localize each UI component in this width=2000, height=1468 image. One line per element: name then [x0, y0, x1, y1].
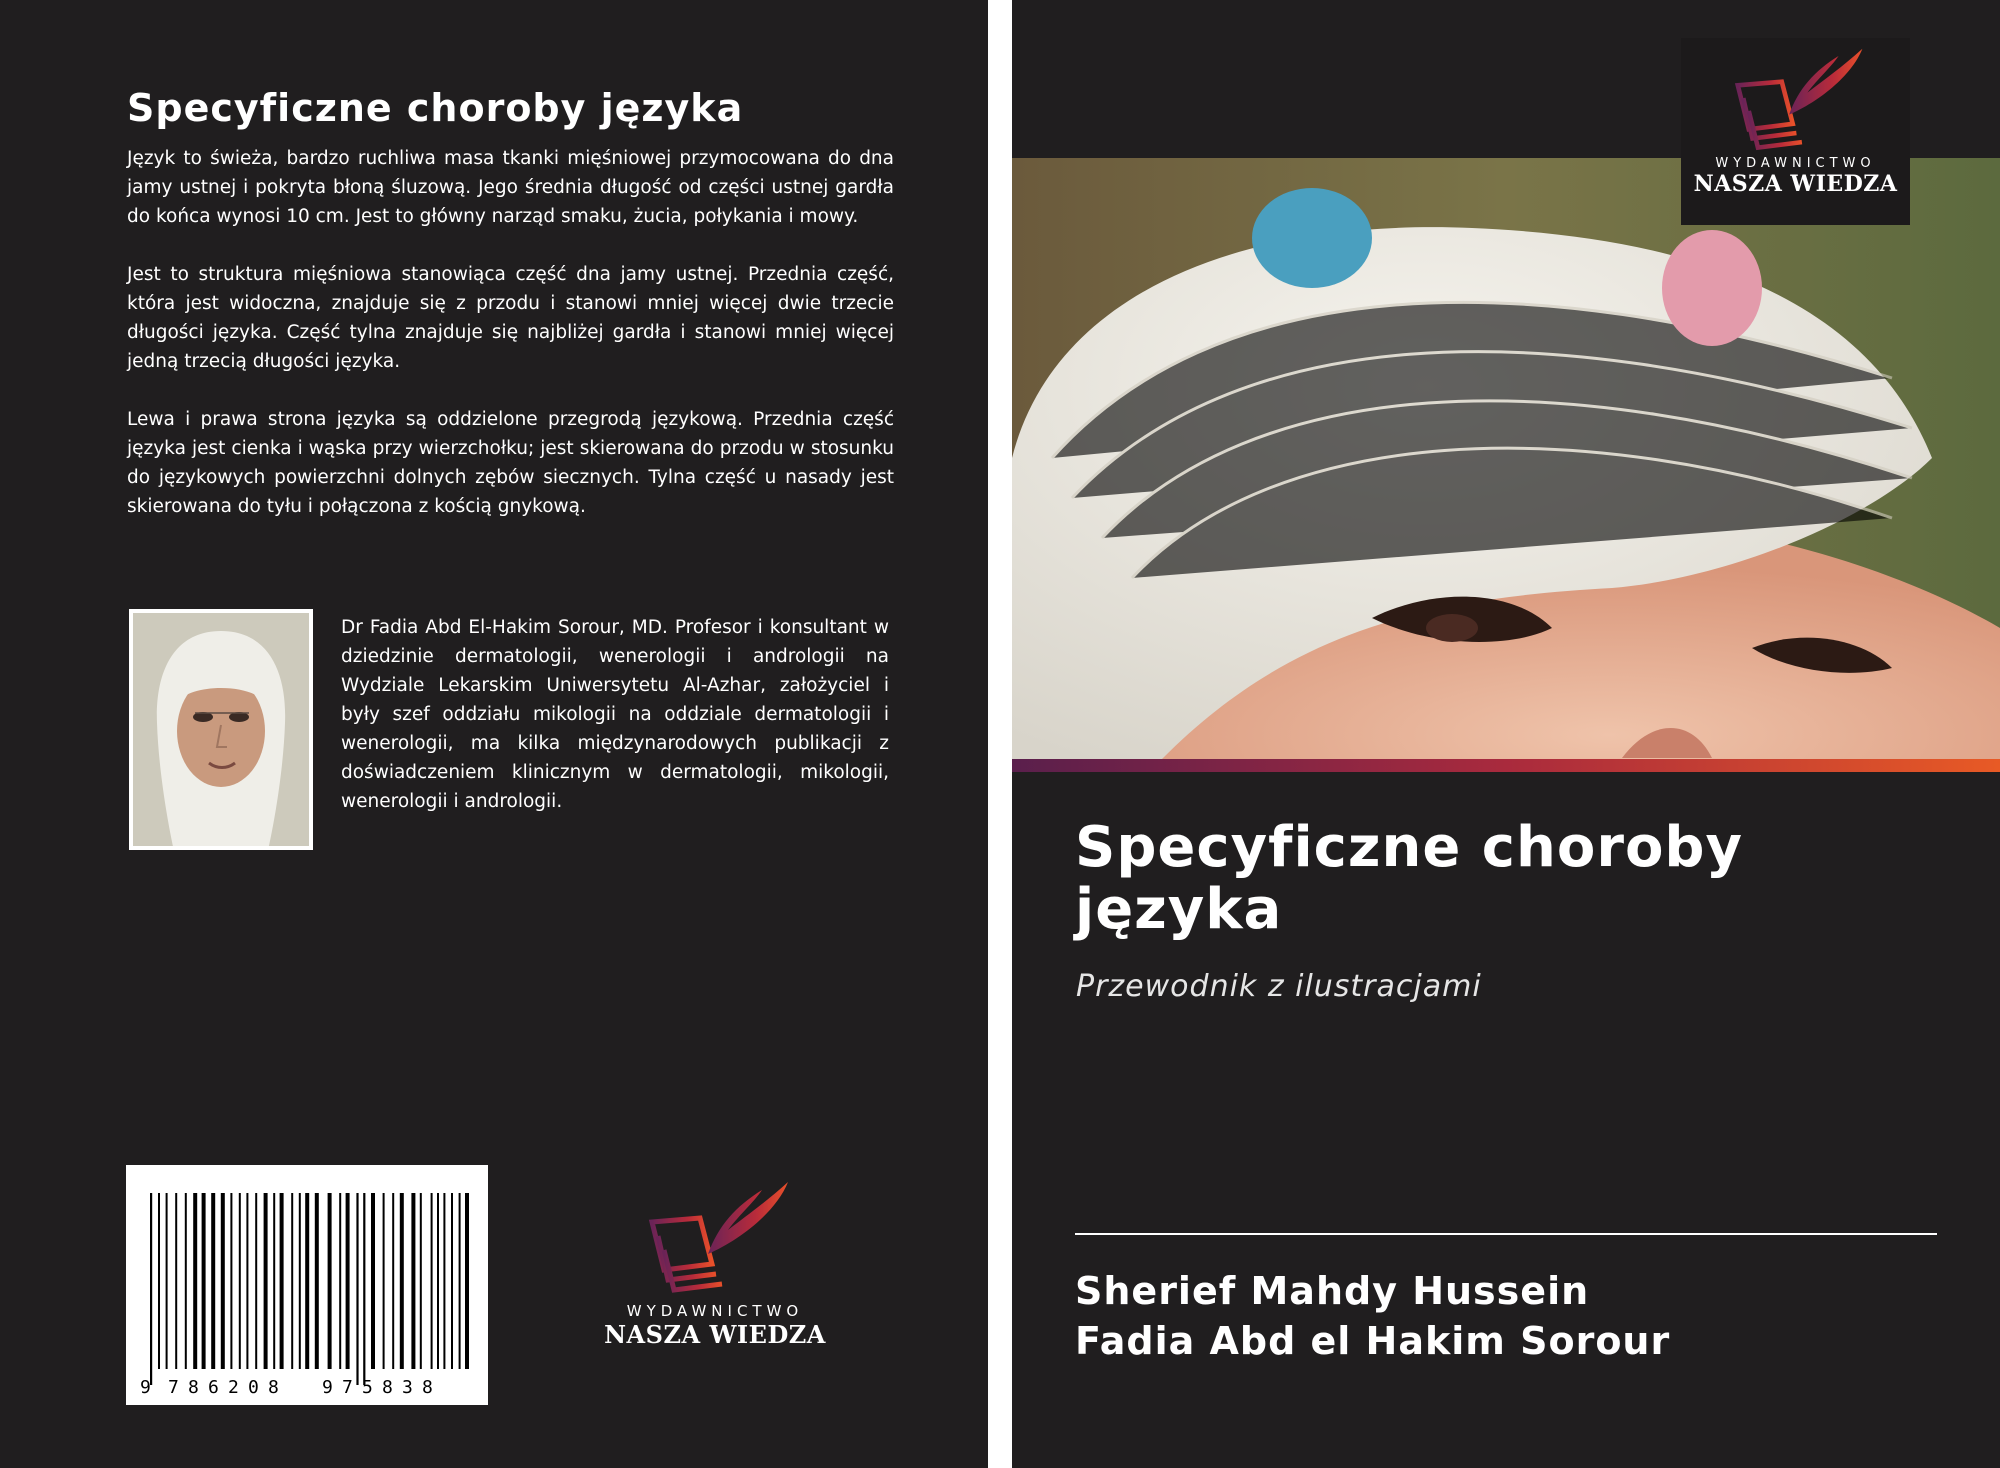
barcode-digit: 8: [382, 1377, 393, 1398]
book-feather-icon: [590, 1178, 840, 1298]
barcode-digit: 9: [140, 1377, 151, 1398]
divider: [1075, 1233, 1937, 1235]
publisher-logo: [590, 1178, 840, 1368]
publisher-line2: NASZA WIEDZA: [604, 1320, 826, 1349]
author-name-1: Sherief Mahdy Hussein: [1075, 1269, 1590, 1313]
barcode-bar: [230, 1193, 232, 1369]
barcode-bar: [193, 1193, 197, 1369]
author-bio: Dr Fadia Abd El-Hakim Sorour, MD. Profesor i konsultant w dziedzinie dermatologii, wenerologii i andrologii na Wydziale Lekarskim Uniwersytetu Al-Azhar, założyciel i były szef oddziału mikologii na oddziale dermatologii i wenerologii, ma kilka międzynarodowych publikacji z doświadczeniem klinicznym w dermatologii, mikologii, wenerologii i andrologii.: [341, 617, 889, 812]
barcode-digit: 8: [268, 1377, 279, 1398]
barcode-bar: [239, 1193, 241, 1369]
back-cover: [0, 0, 988, 1468]
cover-photo: [1012, 158, 2000, 759]
barcode-bar: [465, 1193, 469, 1369]
book-feather-icon: [1681, 44, 1910, 156]
barcode-bar: [400, 1193, 404, 1369]
barcode-bar: [315, 1193, 319, 1369]
barcode-bar: [280, 1193, 284, 1369]
description-paragraph-1: Język to świeża, bardzo ruchliwa masa tkanki mięśniowej przymocowana do dna jamy ustnej i pokryta błoną śluzową. Jego średnia długość od części ustnej gardła do końca wynosi 10 cm. Jest to główny narząd smaku, żucia, połykania i mowy.: [127, 148, 894, 227]
barcode-bar: [291, 1193, 293, 1369]
barcode-digit: 0: [248, 1377, 259, 1398]
barcode-bar: [363, 1193, 365, 1385]
back-description: [127, 144, 894, 550]
front-cover: [1012, 0, 2000, 1468]
barcode-digit: 2: [228, 1377, 239, 1398]
front-title: Specyficzne choroby języka: [1075, 815, 1744, 942]
barcode-bar: [443, 1193, 445, 1369]
barcode-digit: 8: [422, 1377, 433, 1398]
barcode-bar: [211, 1193, 215, 1369]
barcode-digit: 6: [208, 1377, 219, 1398]
barcode-bar: [166, 1193, 168, 1369]
barcode-digit: 9: [322, 1377, 333, 1398]
barcode-bar: [255, 1193, 257, 1369]
publisher-logo-front: [1681, 38, 1910, 225]
barcode-digit: 5: [362, 1377, 373, 1398]
barcode-bar: [273, 1193, 275, 1369]
barcode-digit: 3: [402, 1377, 413, 1398]
author-name-2: Fadia Abd el Hakim Sorour: [1075, 1319, 1671, 1363]
barcode-bar: [420, 1193, 422, 1369]
barcode-bar: [246, 1193, 248, 1369]
barcode-bar: [158, 1193, 160, 1369]
spine: [988, 0, 1012, 1468]
publisher-line2-front: NASZA WIEDZA: [1693, 171, 1898, 197]
barcode-bar: [383, 1193, 385, 1369]
barcode-digit: 7: [342, 1377, 353, 1398]
barcode-bar: [339, 1193, 341, 1369]
barcode-bar: [411, 1193, 415, 1369]
author-photo: [129, 609, 313, 850]
description-paragraph-2: Jest to struktura mięśniowa stanowiąca część dna jamy ustnej. Przednia część, która jest widoczna, znajduje się z przodu i stanowi mniej więcej dwie trzecie długości języka. Część tylna znajduje się najbliżej gardła i stanowi mniej więcej jedną trzecią długości języka.: [127, 264, 894, 372]
barcode-bar: [451, 1193, 453, 1369]
publisher-line1: WYDAWNICTWO: [626, 1302, 804, 1320]
barcode-bar: [431, 1193, 433, 1369]
accent-bar: [1012, 759, 2000, 772]
barcode-digit: 7: [168, 1377, 179, 1398]
barcode-bar: [264, 1193, 268, 1369]
barcode-bar: [459, 1193, 461, 1369]
barcode-bar: [346, 1193, 350, 1369]
barcode-bar: [328, 1193, 332, 1369]
barcode-bar: [185, 1193, 187, 1369]
barcode-bar: [437, 1193, 439, 1369]
barcode-bar: [305, 1193, 309, 1369]
author-list: [1075, 1266, 1670, 1366]
isbn-barcode: [126, 1165, 488, 1405]
barcode-bar: [392, 1193, 394, 1369]
barcode-bar: [150, 1193, 152, 1385]
publisher-line1-front: WYDAWNICTWO: [1715, 156, 1876, 171]
barcode-bar: [356, 1193, 358, 1385]
barcode-bar: [175, 1193, 177, 1369]
barcode-bar: [202, 1193, 206, 1369]
barcode-bar: [371, 1193, 375, 1369]
barcode-bar: [221, 1193, 225, 1369]
barcode-digit: 8: [188, 1377, 199, 1398]
barcode-bar: [299, 1193, 301, 1369]
description-paragraph-3: Lewa i prawa strona języka są oddzielone przegrodą językową. Przednia część języka jest cienka i wąska przy wierzchołku; jest skierowana do przodu w stosunku do językowych powierzchni dolnych zębów siecznych. Tylna część u nasady jest skierowana do tyłu i połączona z kością gnykową.: [127, 409, 894, 517]
back-title: Specyficzne choroby języka: [127, 86, 744, 130]
front-subtitle: Przewodnik z ilustracjami: [1076, 969, 1482, 1004]
